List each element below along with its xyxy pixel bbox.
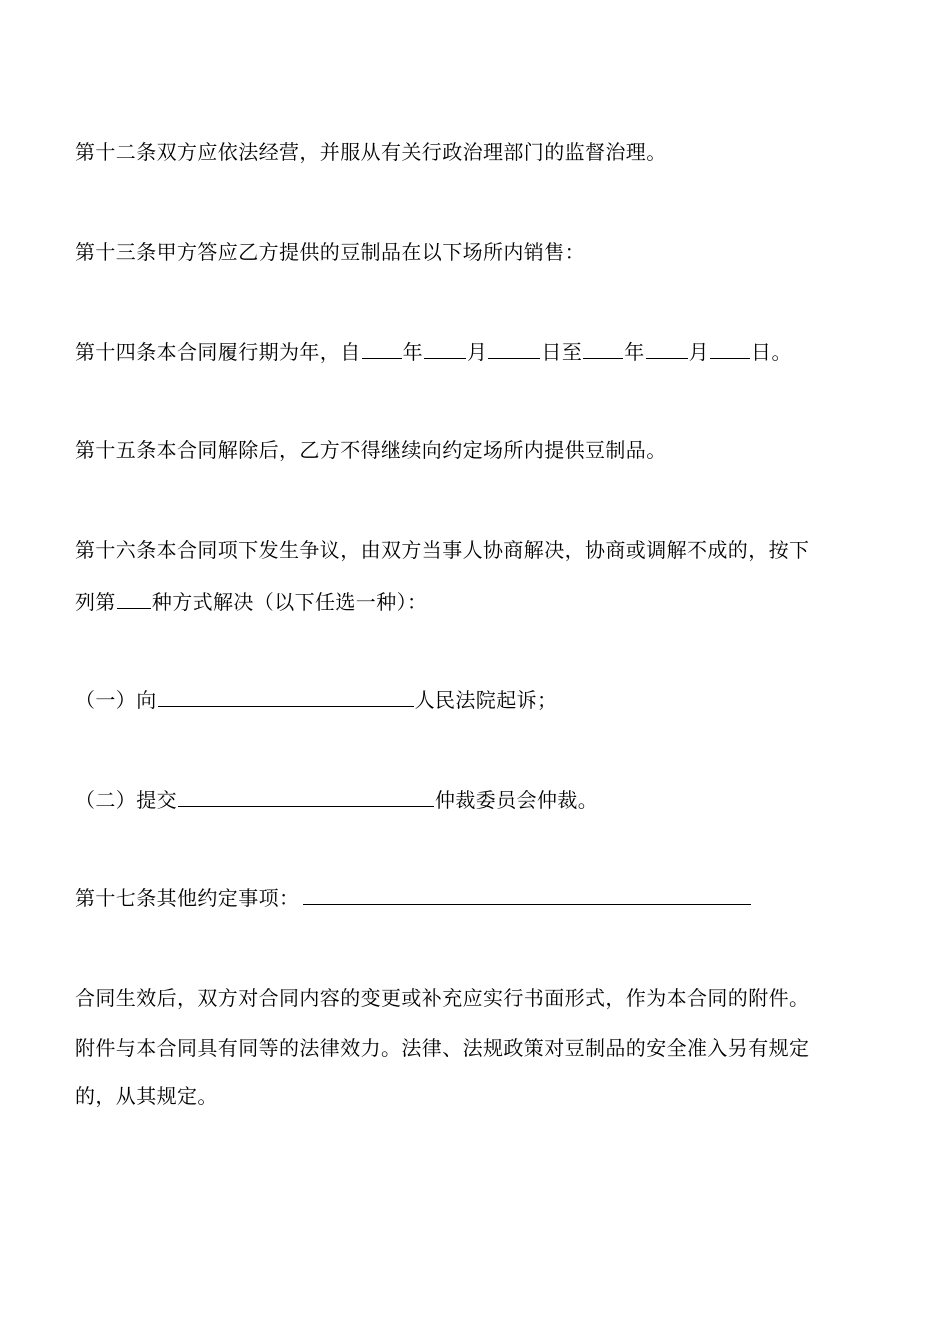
end-year-blank bbox=[583, 340, 623, 359]
article-16-line-1: 第十六条本合同项下发生争议，由双方当事人协商解决，协商或调解不成的，按下 bbox=[75, 538, 810, 562]
start-month-blank bbox=[424, 340, 466, 359]
article-14-text-7: 日。 bbox=[751, 340, 792, 364]
article-14-text-2: 年 bbox=[402, 340, 424, 364]
article-14-text-6: 月 bbox=[688, 340, 710, 364]
article-17 bbox=[75, 886, 752, 910]
article-12: 第十二条双方应依法经营，并服从有关行政治理部门的监督治理。 bbox=[75, 140, 667, 164]
article-16-suffix: 种方式解决（以下任选一种）： bbox=[151, 590, 428, 614]
article-14-text-3: 月 bbox=[467, 340, 488, 364]
article-15: 第十五条本合同解除后，乙方不得继续向约定场所内提供豆制品。 bbox=[75, 438, 667, 462]
article-14-text-5: 年 bbox=[624, 340, 645, 364]
end-day-blank bbox=[710, 340, 750, 359]
article-14-text-1: 第十四条本合同履行期为年，自 bbox=[75, 340, 361, 364]
closing-line-3: 的，从其规定。 bbox=[75, 1084, 218, 1108]
article-13: 第十三条甲方答应乙方提供的豆制品在以下场所内销售： bbox=[75, 240, 585, 264]
option-1-suffix: 人民法院起诉； bbox=[414, 688, 558, 712]
arbitration-committee-blank bbox=[178, 788, 434, 807]
option-2 bbox=[75, 788, 598, 812]
start-year-blank bbox=[362, 340, 402, 359]
article-16-prefix: 列第 bbox=[75, 590, 116, 614]
option-1 bbox=[75, 688, 557, 712]
method-number-blank bbox=[117, 590, 151, 609]
other-terms-blank bbox=[303, 886, 751, 905]
start-day-blank bbox=[488, 340, 540, 359]
option-1-prefix: （一）向 bbox=[75, 688, 157, 712]
article-14 bbox=[75, 340, 792, 364]
option-2-prefix: （二）提交 bbox=[75, 788, 177, 812]
closing-line-2: 附件与本合同具有同等的法律效力。法律、法规政策对豆制品的安全准入另有规定 bbox=[75, 1036, 810, 1060]
article-16-line-2 bbox=[75, 590, 427, 614]
article-14-text-4: 日至 bbox=[541, 340, 583, 364]
end-month-blank bbox=[646, 340, 688, 359]
option-2-suffix: 仲裁委员会仲裁。 bbox=[435, 788, 599, 812]
court-name-blank bbox=[158, 688, 414, 707]
article-17-prefix: 第十七条其他约定事项： bbox=[75, 886, 300, 910]
closing-line-1: 合同生效后，双方对合同内容的变更或补充应实行书面形式，作为本合同的附件。 bbox=[75, 986, 810, 1010]
